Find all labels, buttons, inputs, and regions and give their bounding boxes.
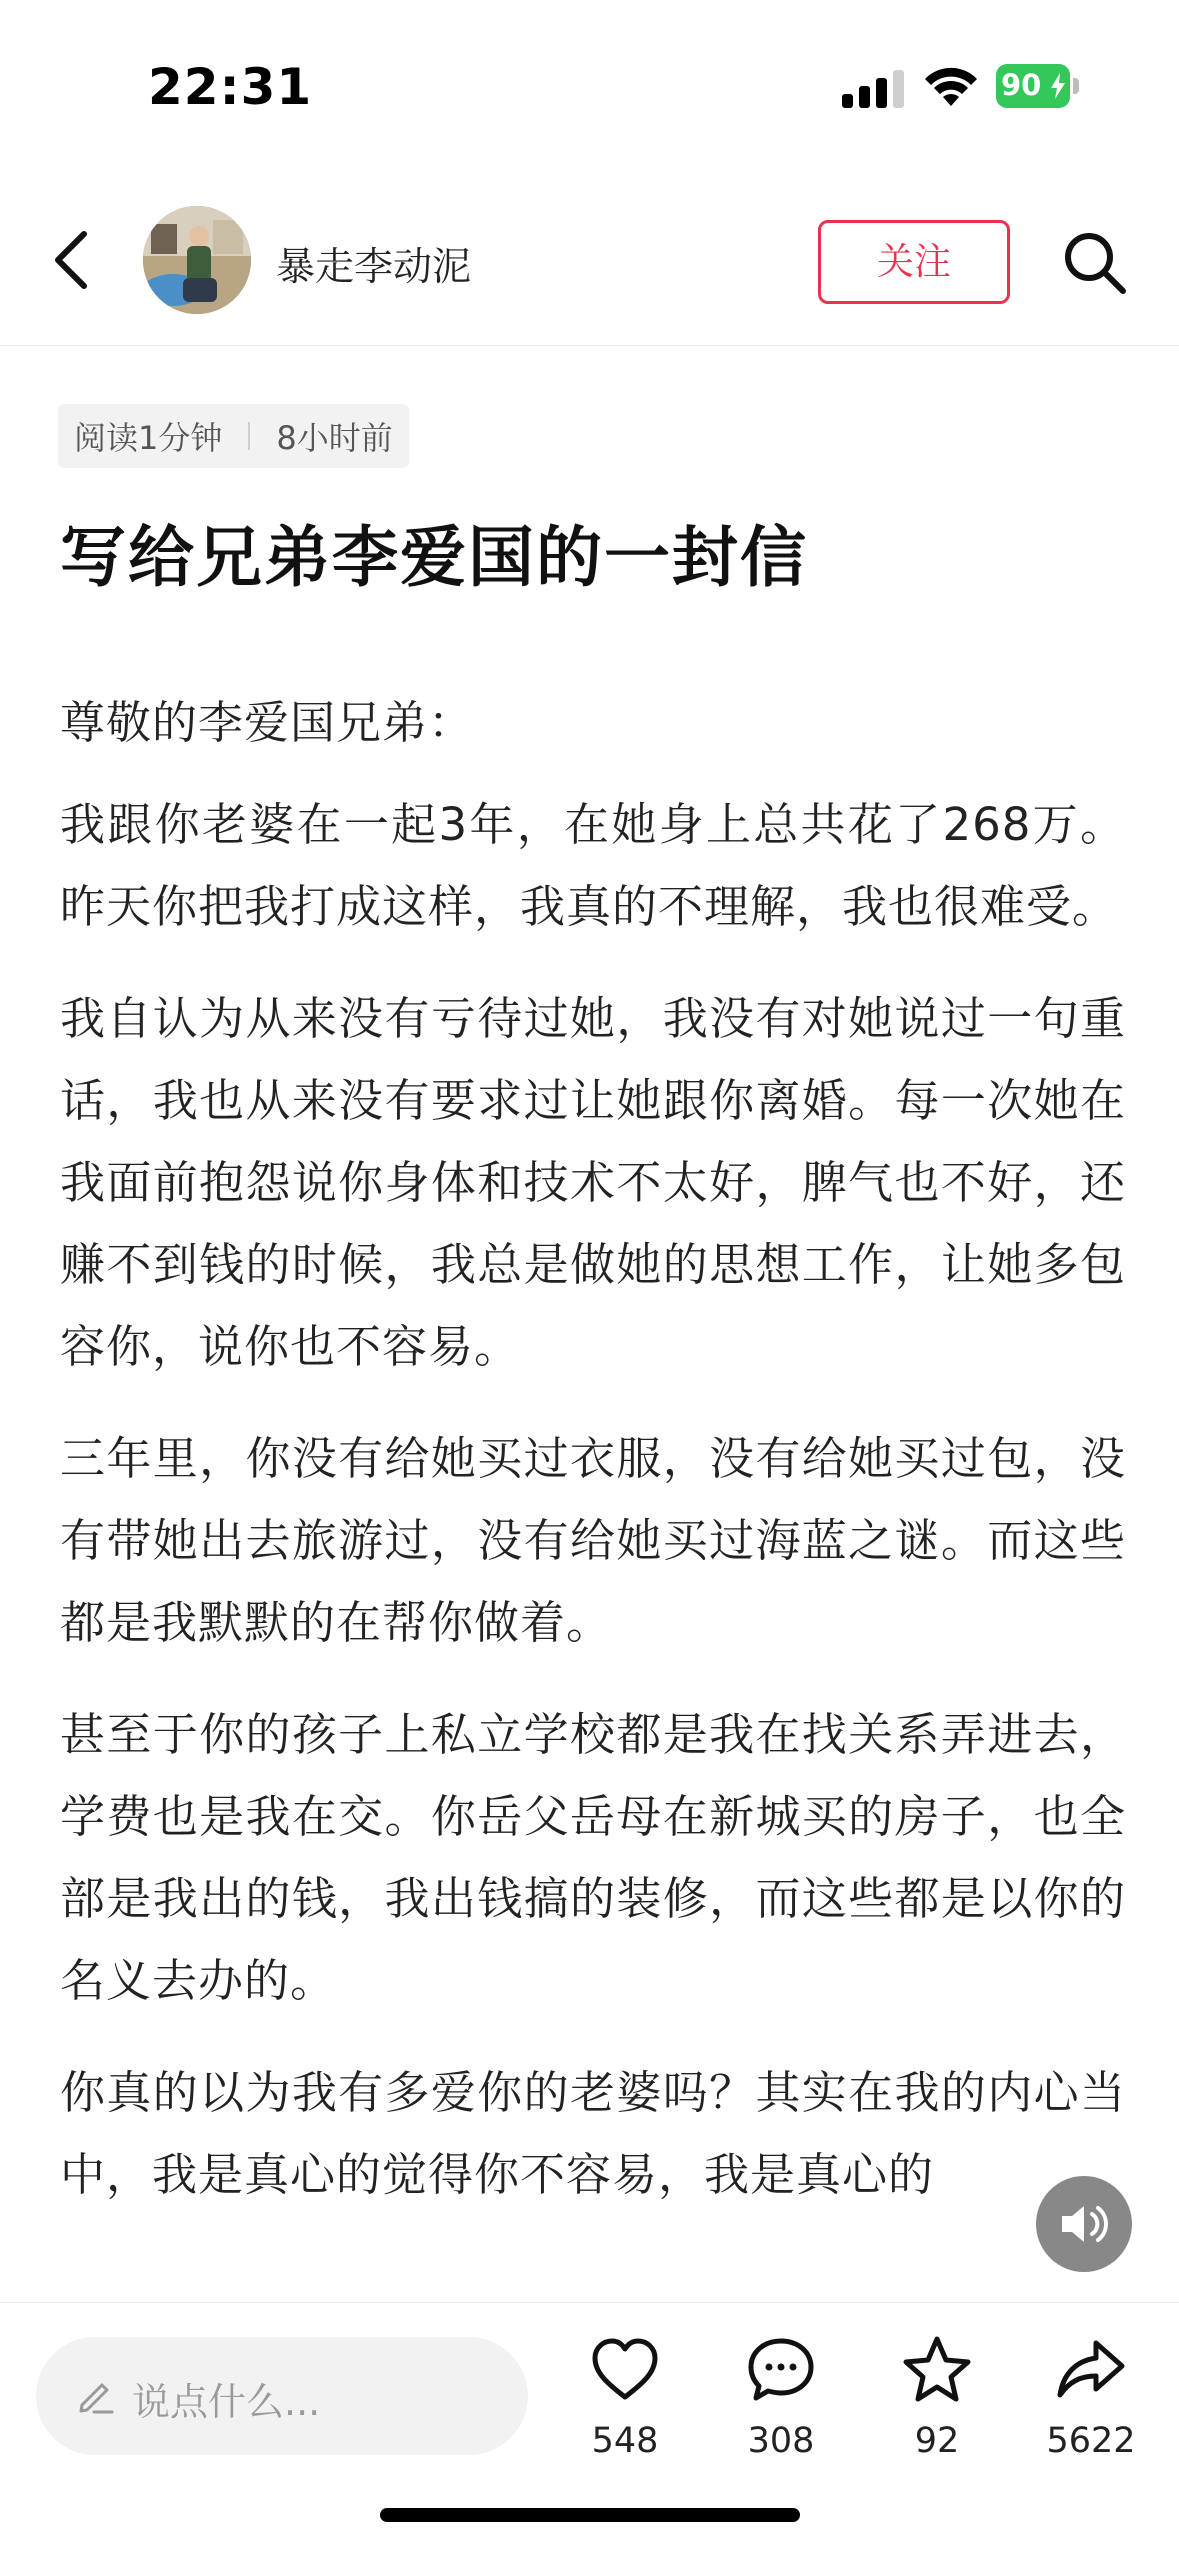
speaker-icon <box>1036 2176 1132 2272</box>
comment-placeholder: 说点什么... <box>132 2380 321 2424</box>
wifi-icon <box>922 62 980 108</box>
star-icon <box>900 2333 974 2407</box>
favorite-count: 92 <box>914 2421 960 2461</box>
search-icon[interactable] <box>1060 228 1130 298</box>
battery-level: 90 <box>1001 68 1042 102</box>
comment-button[interactable] <box>716 2333 846 2483</box>
share-button[interactable] <box>1026 2333 1156 2483</box>
read-time: 阅读1分钟 <box>74 419 223 457</box>
comment-count: 308 <box>747 2421 815 2461</box>
article-paragraph: 三年里，你没有给她买过衣服，没有给她买过包，没有带她出去旅游过，没有给她买过海蓝之谜。而这些都是我默默的在帮你做着。 <box>60 1432 1126 1649</box>
author-avatar[interactable] <box>143 206 251 314</box>
battery-icon <box>996 64 1080 108</box>
status-bar <box>0 0 1179 170</box>
share-count: 5622 <box>1046 2421 1136 2461</box>
favorite-button[interactable] <box>872 2333 1002 2483</box>
article-paragraph: 我自认为从来没有亏待过她，我没有对她说过一句重话，我也从来没有要求过让她跟你离婚。每一次她在我面前抱怨说你身体和技术不太好，脾气也不好，还赚不到钱的时候，我总是做她的思想工作，让她多包容你，说你也不容易。 <box>60 992 1126 1373</box>
status-time: 22:31 <box>148 58 313 116</box>
meta-divider <box>248 422 250 450</box>
chevron-left-icon[interactable] <box>40 220 100 300</box>
comment-bubble-icon <box>744 2333 818 2407</box>
author-name[interactable]: 暴走李动泥 <box>276 245 472 290</box>
comment-input[interactable] <box>36 2337 528 2455</box>
article-meta <box>58 404 409 468</box>
heart-icon <box>588 2333 662 2407</box>
article-paragraph: 甚至于你的孩子上私立学校都是我在找关系弄进去，学费也是我在交。你岳父岳母在新城买的房子，也全部是我出的钱，我出钱搞的装修，而这些都是以你的名义去办的。 <box>60 1708 1126 2007</box>
like-count: 548 <box>591 2421 659 2461</box>
pencil-icon <box>74 2375 116 2417</box>
article-header <box>0 170 1179 346</box>
audio-play-button[interactable] <box>1036 2176 1132 2272</box>
article-title: 写给兄弟李爱国的一封信 <box>60 519 808 596</box>
cellular-signal-icon <box>842 70 904 108</box>
article-paragraph: 你真的以为我有多爱你的老婆吗？其实在我的内心当中，我是真心的觉得你不容易，我是真心的 <box>60 2066 1126 2201</box>
article-paragraph: 我跟你老婆在一起3年，在她身上总共花了268万。昨天你把我打成这样，我真的不理解，我也很难受。 <box>60 798 1126 933</box>
like-button[interactable] <box>560 2333 690 2483</box>
share-arrow-icon <box>1054 2333 1128 2407</box>
article-body <box>60 682 1126 2246</box>
home-indicator <box>380 2508 800 2522</box>
article-greeting: 尊敬的李爱国兄弟： <box>60 696 475 749</box>
follow-button[interactable]: 关注 <box>818 220 1010 304</box>
publish-time: 8小时前 <box>276 419 393 457</box>
